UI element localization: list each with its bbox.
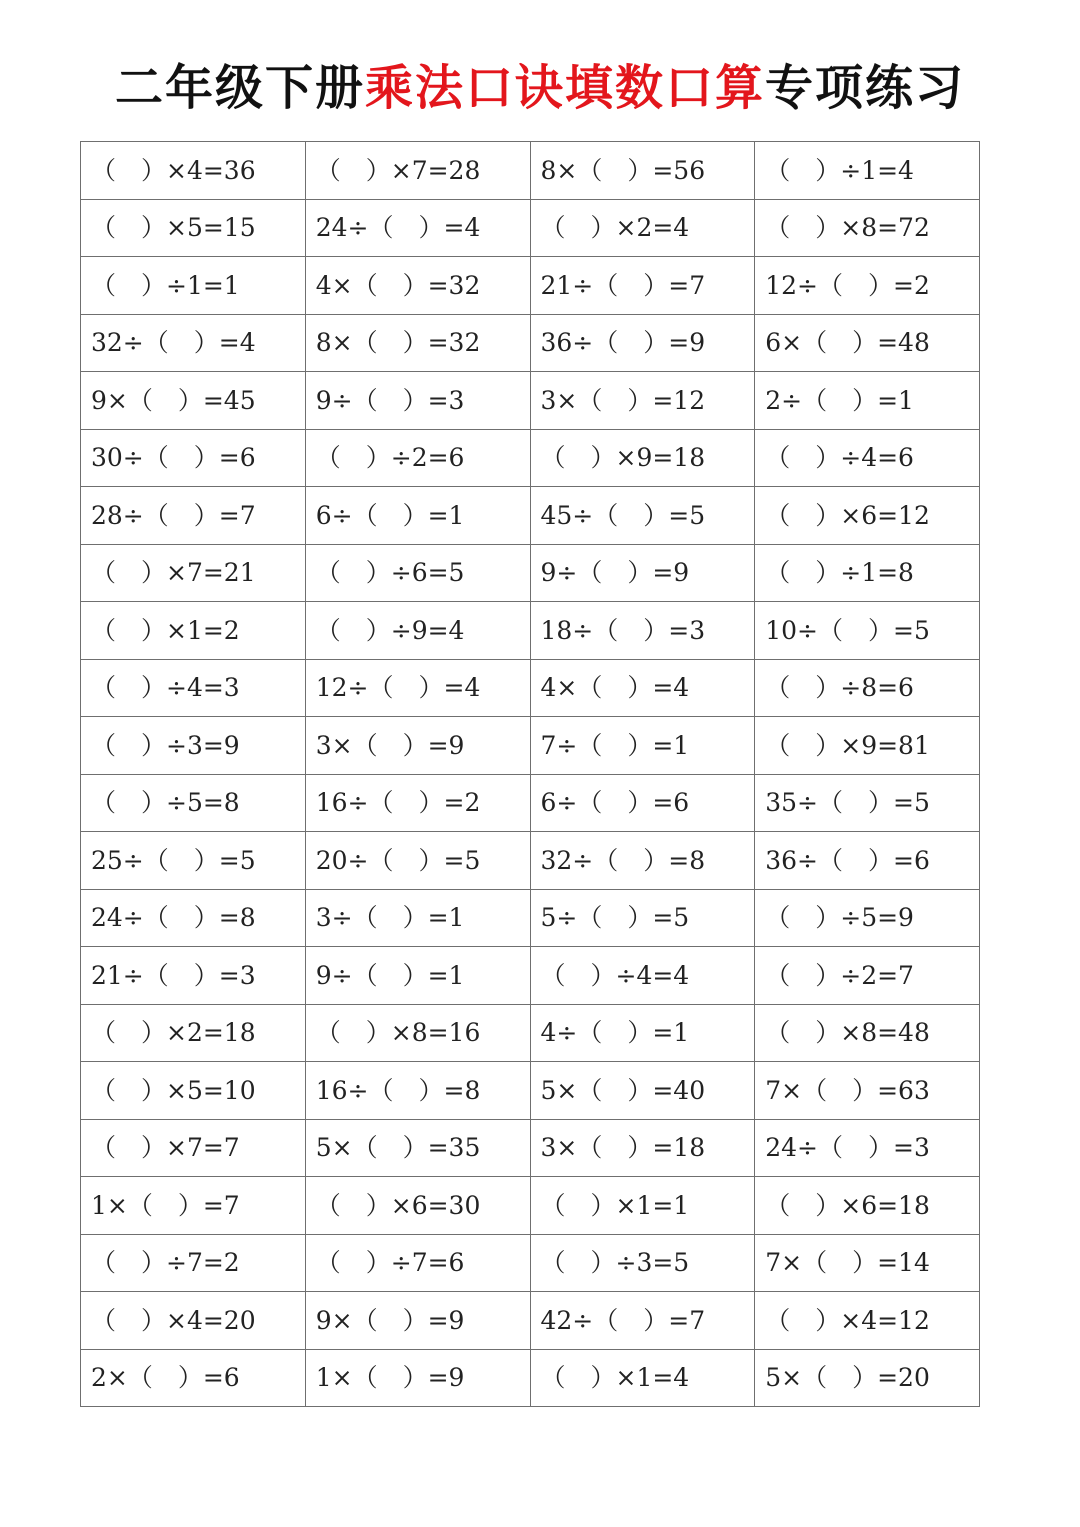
table-row — [81, 372, 980, 430]
table-row — [81, 314, 980, 372]
page-title — [0, 52, 1080, 124]
problem-cell: 12÷（ ）=2 — [755, 257, 980, 315]
problem-cell: 9×（ ）=45 — [81, 372, 306, 430]
problem-cell: （ ）÷1=4 — [755, 142, 980, 200]
table-row — [81, 774, 980, 832]
exercise-table — [80, 141, 980, 1407]
problem-cell: （ ）×9=18 — [530, 429, 755, 487]
problem-cell: （ ）×8=48 — [755, 1004, 980, 1062]
problem-cell: 6×（ ）=48 — [755, 314, 980, 372]
title-highlight: 乘法口诀填数口算 — [364, 60, 765, 116]
problem-cell: （ ）×4=12 — [755, 1292, 980, 1350]
problem-cell: 35÷（ ）=5 — [755, 774, 980, 832]
problem-cell: 42÷（ ）=7 — [530, 1292, 755, 1350]
problem-cell: 3×（ ）=12 — [530, 372, 755, 430]
problem-cell: 5÷（ ）=5 — [530, 889, 755, 947]
problem-cell: 25÷（ ）=5 — [81, 832, 306, 890]
problem-cell: 5×（ ）=20 — [755, 1349, 980, 1407]
table-row — [81, 487, 980, 545]
problem-cell: （ ）×8=72 — [755, 199, 980, 257]
problem-cell: （ ）×6=12 — [755, 487, 980, 545]
problem-cell: （ ）÷6=5 — [305, 544, 530, 602]
problem-cell: 3÷（ ）=1 — [305, 889, 530, 947]
table-row — [81, 832, 980, 890]
problem-cell: 5×（ ）=35 — [305, 1119, 530, 1177]
problem-cell: （ ）÷3=9 — [81, 717, 306, 775]
problem-cell: 3×（ ）=18 — [530, 1119, 755, 1177]
problem-cell: （ ）×7=28 — [305, 142, 530, 200]
problem-cell: 4×（ ）=32 — [305, 257, 530, 315]
problem-cell: 20÷（ ）=5 — [305, 832, 530, 890]
problem-cell: 16÷（ ）=8 — [305, 1062, 530, 1120]
table-row — [81, 257, 980, 315]
problem-cell: （ ）×6=18 — [755, 1177, 980, 1235]
table-row — [81, 717, 980, 775]
problem-cell: （ ）×7=7 — [81, 1119, 306, 1177]
problem-cell: （ ）×4=36 — [81, 142, 306, 200]
problem-cell: （ ）×9=81 — [755, 717, 980, 775]
table-row — [81, 544, 980, 602]
problem-cell: （ ）÷1=8 — [755, 544, 980, 602]
problem-cell: 18÷（ ）=3 — [530, 602, 755, 660]
problem-cell: 28÷（ ）=7 — [81, 487, 306, 545]
problem-cell: 6÷（ ）=6 — [530, 774, 755, 832]
problem-cell: 21÷（ ）=3 — [81, 947, 306, 1005]
problem-cell: 4÷（ ）=1 — [530, 1004, 755, 1062]
problem-cell: （ ）÷7=6 — [305, 1234, 530, 1292]
problem-cell: 3×（ ）=9 — [305, 717, 530, 775]
problem-cell: 32÷（ ）=8 — [530, 832, 755, 890]
table-row — [81, 1349, 980, 1407]
problem-cell: （ ）÷9=4 — [305, 602, 530, 660]
table-row — [81, 1119, 980, 1177]
problem-cell: 9÷（ ）=1 — [305, 947, 530, 1005]
problem-cell: （ ）×8=16 — [305, 1004, 530, 1062]
table-row — [81, 429, 980, 487]
table-row — [81, 1004, 980, 1062]
table-row — [81, 142, 980, 200]
problem-cell: （ ）×1=1 — [530, 1177, 755, 1235]
table-row — [81, 1062, 980, 1120]
problem-cell: 9×（ ）=9 — [305, 1292, 530, 1350]
problem-cell: （ ）÷5=8 — [81, 774, 306, 832]
problem-cell: （ ）×1=4 — [530, 1349, 755, 1407]
problem-cell: （ ）÷1=1 — [81, 257, 306, 315]
problem-cell: 7÷（ ）=1 — [530, 717, 755, 775]
table-row — [81, 1177, 980, 1235]
problem-cell: 10÷（ ）=5 — [755, 602, 980, 660]
problem-cell: 8×（ ）=56 — [530, 142, 755, 200]
problem-cell: （ ）×1=2 — [81, 602, 306, 660]
problem-cell: 4×（ ）=4 — [530, 659, 755, 717]
table-row — [81, 602, 980, 660]
problem-cell: 2×（ ）=6 — [81, 1349, 306, 1407]
problem-cell: 2÷（ ）=1 — [755, 372, 980, 430]
table-row — [81, 947, 980, 1005]
problem-cell: 5×（ ）=40 — [530, 1062, 755, 1120]
problem-cell: 8×（ ）=32 — [305, 314, 530, 372]
table-row — [81, 1234, 980, 1292]
problem-cell: （ ）÷2=6 — [305, 429, 530, 487]
problem-cell: 7×（ ）=14 — [755, 1234, 980, 1292]
problem-cell: 9÷（ ）=9 — [530, 544, 755, 602]
problem-cell: （ ）÷4=6 — [755, 429, 980, 487]
problem-cell: 45÷（ ）=5 — [530, 487, 755, 545]
problem-cell: （ ）÷5=9 — [755, 889, 980, 947]
problem-cell: 36÷（ ）=6 — [755, 832, 980, 890]
table-row — [81, 889, 980, 947]
title-suffix: 专项练习 — [765, 60, 966, 116]
exercise-table-body — [81, 142, 980, 1407]
problem-cell: （ ）×6=30 — [305, 1177, 530, 1235]
problem-cell: （ ）÷8=6 — [755, 659, 980, 717]
problem-cell: （ ）×5=10 — [81, 1062, 306, 1120]
problem-cell: （ ）÷4=4 — [530, 947, 755, 1005]
problem-cell: （ ）÷4=3 — [81, 659, 306, 717]
problem-cell: 36÷（ ）=9 — [530, 314, 755, 372]
problem-cell: （ ）×5=15 — [81, 199, 306, 257]
problem-cell: （ ）÷7=2 — [81, 1234, 306, 1292]
table-row — [81, 199, 980, 257]
problem-cell: （ ）×7=21 — [81, 544, 306, 602]
problem-cell: （ ）×2=4 — [530, 199, 755, 257]
problem-cell: （ ）×2=18 — [81, 1004, 306, 1062]
problem-cell: 16÷（ ）=2 — [305, 774, 530, 832]
problem-cell: 21÷（ ）=7 — [530, 257, 755, 315]
problem-cell: 32÷（ ）=4 — [81, 314, 306, 372]
problem-cell: 12÷（ ）=4 — [305, 659, 530, 717]
problem-cell: 6÷（ ）=1 — [305, 487, 530, 545]
problem-cell: 1×（ ）=9 — [305, 1349, 530, 1407]
table-row — [81, 1292, 980, 1350]
problem-cell: 9÷（ ）=3 — [305, 372, 530, 430]
problem-cell: 1×（ ）=7 — [81, 1177, 306, 1235]
title-prefix: 二年级下册 — [114, 60, 365, 116]
problem-cell: 30÷（ ）=6 — [81, 429, 306, 487]
table-row — [81, 659, 980, 717]
problem-cell: 7×（ ）=63 — [755, 1062, 980, 1120]
problem-cell: 24÷（ ）=8 — [81, 889, 306, 947]
problem-cell: （ ）÷2=7 — [755, 947, 980, 1005]
problem-cell: 24÷（ ）=3 — [755, 1119, 980, 1177]
problem-cell: （ ）÷3=5 — [530, 1234, 755, 1292]
problem-cell: （ ）×4=20 — [81, 1292, 306, 1350]
problem-cell: 24÷（ ）=4 — [305, 199, 530, 257]
